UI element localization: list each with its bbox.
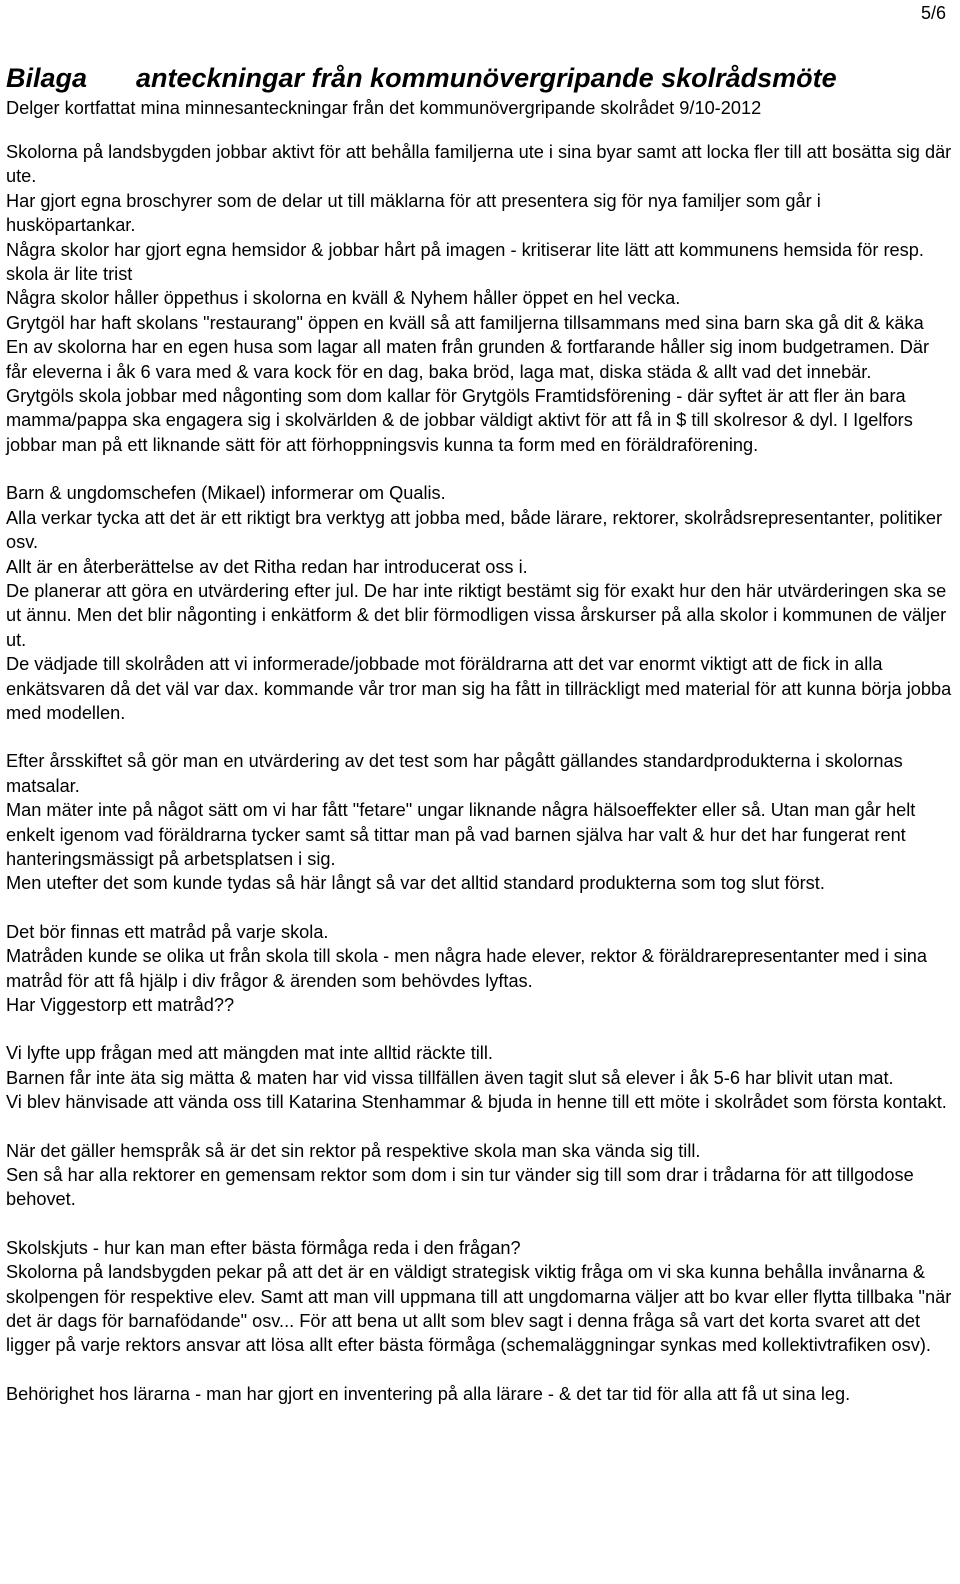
paragraph: Efter årsskiftet så gör man en utvärdering av det test som har pågått gällandes standardprodukterna i skolornas matsalar. — [6, 751, 903, 796]
paragraph: Skolorna på landsbygden jobbar aktivt för att behålla familjerna ute i sina byar samt att locka fler till att bosätta sig där ute. — [6, 142, 952, 187]
section-mangd-mat — [6, 1041, 954, 1114]
paragraph: Alla verkar tycka att det är ett riktigt bra verktyg att jobba med, både lärare, rektorer, skolrådsrepresentanter, politiker osv. — [6, 507, 943, 553]
section-gap — [6, 1358, 954, 1382]
paragraph: Behörighet hos lärarna - man har gjort en inventering på alla lärare - & det tar tid för alla att få ut sina leg. — [6, 1383, 851, 1404]
paragraph: Skolskjuts - hur kan man efter bästa förmåga reda i den frågan? — [6, 1237, 521, 1258]
paragraph: Det bör finnas ett matråd på varje skola. — [6, 921, 329, 942]
paragraph: Allt är en återberättelse av det Ritha redan har introducerat oss i. — [6, 556, 528, 577]
section-gap — [6, 1212, 954, 1236]
paragraph: Vi blev hänvisade att vända oss till Katarina Stenhammar & bjuda in henne till ett möte i skolrådet som första kontakt. — [6, 1092, 947, 1113]
section-hemsprak — [6, 1139, 954, 1212]
document-body — [6, 60, 954, 1406]
title-label: Bilaga — [6, 63, 88, 93]
section-gap — [6, 896, 954, 920]
paragraph: Några skolor håller öppethus i skolorna en kväll & Nyhem håller öppet en hel vecka. — [6, 288, 681, 309]
section-qualis — [6, 481, 954, 725]
paragraph: Grytgöls skola jobbar med någonting som dom kallar för Grytgöls Framtidsförening - där syftet är att fler än bara mamma/pappa ska engagera sig i skolvärlden & de jobbar väldigt aktivt för att få in $ till skolresor & dyl. I Igelfors jobbar man på ett liknande sätt för att förhoppningsvis kunna ta form med en föräldraförening. — [6, 386, 913, 455]
paragraph: Vi lyfte upp frågan med att mängden mat inte alltid räckte till. — [6, 1043, 493, 1064]
paragraph: Matråden kunde se olika ut från skola till skola - men några hade elever, rektor & föräldrarepresentanter med i sina matråd för att få hjälp i div frågor & ärenden som behövdes lyftas. — [6, 946, 927, 991]
paragraph: Skolorna på landsbygden pekar på att det är en väldigt strategisk viktig fråga om vi ska kunna behålla invånarna & skolpengen för respektive elev. Samt att man vill uppmana till att ungdomarna väljer att bo kvar eller flytta tillbaka "när det är dags för barnafödande" osv... För att bena ut allt som blev sagt i denna fråga så vart det korta svaret att det ligger på varje rektors ansvar att lösa allt efter bästa förmåga (schemaläggningar synkas med kollektivtrafiken osv). — [6, 1262, 952, 1356]
paragraph: De vädjade till skolråden att vi informerade/jobbade mot föräldrarna att det var enormt viktigt att de fick in alla enkätsvaren då det väl var dax. kommande vår tror man sig ha fått in tillräckligt med material för att kunna börja jobba med modellen. — [6, 654, 952, 723]
section-behorighet — [6, 1382, 954, 1406]
section-gap — [6, 457, 954, 481]
section-skolskjuts — [6, 1236, 954, 1358]
paragraph: Några skolor har gjort egna hemsidor & jobbar hårt på imagen - kritiserar lite lätt att kommunens hemsida för resp. skola är lite trist — [6, 239, 924, 285]
subtitle: Delger kortfattat mina minnesanteckningar från det kommunövergripande skolrådet 9/10-2012 — [6, 98, 762, 118]
section-gap — [6, 1017, 954, 1041]
paragraph: Sen så har alla rektorer en gemensam rektor som dom i sin tur vänder sig till som drar i trådarna för att tillgodose behovet. — [6, 1165, 914, 1210]
paragraph: Barn & ungdomschefen (Mikael) informerar om Qualis. — [6, 483, 446, 504]
paragraph: De planerar att göra en utvärdering efter jul. De har inte riktigt bestämt sig för exakt hur den här utvärderingen ska se ut ännu. Men det blir någonting i enkätform & det blir förmodligen vissa årskurser på alla skolor i kommunen de väljer ut. — [6, 580, 947, 650]
section-landsbygd — [6, 140, 954, 457]
title-text: anteckningar från kommunövergripande skolrådsmöte — [136, 63, 837, 93]
paragraph: Har gjort egna broschyrer som de delar ut till mäklarna för att presentera sig för nya familjer som går i husköpartankar. — [6, 190, 821, 236]
paragraph: Man mäter inte på något sätt om vi har fått "fetare" ungar liknande några hälsoeffekter eller så. Utan man går helt enkelt igenom vad föräldrarna tycker samt så tittar man på vad barnen själva har valt & hur det har fungerat rent hanteringsmässigt på arbetsplatsen i sig. — [6, 800, 916, 869]
paragraph: En av skolorna har en egen husa som lagar all maten från grunden & fortfarande håller sig inom budgetramen. Där får eleverna i åk 6 vara med & vara kock för en dag, baka bröd, laga mat, diska städa & allt vad det innebär. — [6, 337, 930, 382]
paragraph: Grytgöl har haft skolans "restaurang" öppen en kväll så att familjerna tillsammans med sina barn ska gå dit & käka — [6, 312, 924, 333]
paragraph: När det gäller hemspråk så är det sin rektor på respektive skola man ska vända sig till. — [6, 1140, 701, 1161]
page-number: 5/6 — [920, 3, 946, 23]
section-matrad — [6, 920, 954, 1018]
paragraph: Har Viggestorp ett matråd?? — [6, 995, 235, 1015]
page-title — [6, 60, 954, 96]
section-standardprodukter — [6, 749, 954, 895]
section-gap — [6, 1115, 954, 1139]
paragraph: Men utefter det som kunde tydas så här långt så var det alltid standard produkterna som tog slut först. — [6, 873, 825, 894]
section-gap — [6, 725, 954, 749]
paragraph: Barnen får inte äta sig mätta & maten har vid vissa tillfällen även tagit slut så elever i åk 5-6 har blivit utan mat. — [6, 1067, 894, 1088]
